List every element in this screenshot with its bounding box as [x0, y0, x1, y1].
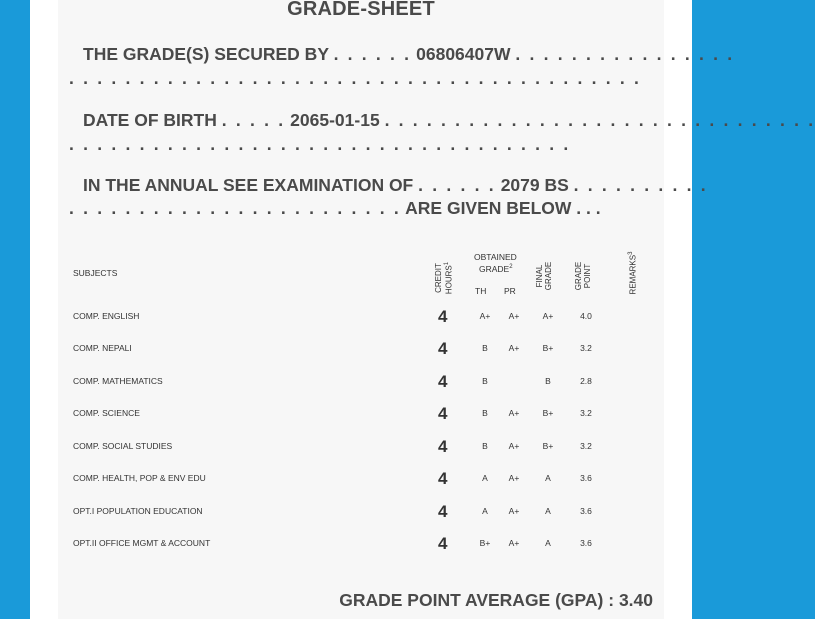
gpa-line [339, 590, 653, 611]
grade-point-header-line2: POINT [583, 263, 592, 289]
pr-header: PR [504, 286, 516, 296]
dot-leader: . . . . . . . . . . [573, 175, 708, 195]
dob-line [83, 110, 815, 131]
dot-leader: . . . . . . . . . . . . . . . . . . . . . . . . . . . . . . . [384, 110, 815, 130]
th-grade: B [482, 408, 488, 418]
final-header-line2: GRADE [544, 261, 553, 291]
subject-name: COMP. ENGLISH [73, 311, 140, 321]
exam-year: 2079 BS [500, 175, 569, 195]
credit-hours: 4 [438, 307, 448, 326]
dot-leader: . . . . . . [333, 44, 412, 64]
pr-grade: A+ [508, 506, 520, 516]
grade-sheet [58, 0, 815, 619]
dob-value: 2065-01-15 [290, 110, 380, 130]
grade-footnote: 2 [509, 264, 513, 271]
page-title: GRADE-SHEET [287, 0, 435, 20]
grade-point-header [574, 251, 592, 301]
remarks-footnote: 3 [628, 251, 634, 255]
table-row [58, 372, 664, 396]
secured-by-line [83, 44, 734, 65]
final-header-line1: FINAL [535, 264, 544, 288]
th-grade: A [482, 473, 488, 483]
grade-point: 4.0 [580, 311, 592, 321]
exam-suffix: ARE GIVEN BELOW . . . [405, 198, 601, 218]
grade-point: 3.6 [580, 538, 592, 548]
credit-hours-header [434, 253, 452, 303]
pr-grade: A+ [508, 343, 520, 353]
subject-name: COMP. SCIENCE [73, 408, 140, 418]
table-row [58, 534, 664, 558]
th-grade: B [482, 343, 488, 353]
subject-name: OPT.II OFFICE MGMT & ACCOUNT [73, 538, 211, 548]
dob-label: DATE OF BIRTH [83, 110, 217, 130]
subject-name: COMP. SOCIAL STUDIES [73, 441, 173, 451]
final-grade: B+ [542, 441, 554, 451]
final-grade: A [545, 506, 551, 516]
final-grade: A+ [542, 311, 554, 321]
secured-by-label: THE GRADE(S) SECURED BY [83, 44, 329, 64]
table-row [58, 307, 664, 331]
remarks-header [627, 243, 637, 303]
pr-grade: A+ [508, 473, 520, 483]
dot-leader: . . . . . . [418, 175, 496, 195]
gpa-label: GRADE POINT AVERAGE (GPA) : [339, 590, 615, 610]
obtained-grade-header-line2 [479, 264, 513, 274]
credit-hours: 4 [438, 502, 448, 521]
grade-point-header-line1: GRADE [574, 261, 583, 291]
student-symbol-number: 06806407W [416, 44, 511, 64]
th-grade: B [482, 441, 488, 451]
credit-hours: 4 [438, 372, 448, 391]
credit-hours: 4 [438, 339, 448, 358]
subject-name: OPT.I POPULATION EDUCATION [73, 506, 203, 516]
credit-hours: 4 [438, 437, 448, 456]
credit-hours: 4 [438, 404, 448, 423]
credit-hours: 4 [438, 469, 448, 488]
final-grade: A [545, 473, 551, 483]
credit-header-line2 [443, 253, 454, 303]
subjects-header: SUBJECTS [73, 268, 118, 278]
table-row [58, 502, 664, 526]
th-header: TH [475, 286, 487, 296]
dot-leader: . . . . . . . . . . . . . . . . . . . . . . . . . . . . . . . . . . . . . . . . . [69, 68, 642, 88]
credit-hours: 4 [438, 534, 448, 553]
dot-continuation [69, 68, 641, 89]
pr-grade: A+ [508, 408, 520, 418]
table-row [58, 404, 664, 428]
grade-point: 3.2 [580, 343, 592, 353]
pr-grade: A+ [508, 538, 520, 548]
final-grade: B+ [542, 408, 554, 418]
pr-grade: A+ [508, 311, 520, 321]
final-grade: B [545, 376, 551, 386]
exam-label: IN THE ANNUAL SEE EXAMINATION OF [83, 175, 414, 195]
final-grade: B+ [542, 343, 554, 353]
hours-header-text: HOURS [444, 265, 454, 295]
pr-grade: A+ [508, 441, 520, 451]
grade-header-text: GRADE [479, 264, 510, 274]
grade-point: 2.8 [580, 376, 592, 386]
gpa-value: 3.40 [618, 590, 653, 610]
table-row [58, 437, 664, 461]
table-row [58, 339, 664, 363]
table-row [58, 469, 664, 493]
grade-point: 3.2 [580, 408, 592, 418]
grade-point: 3.6 [580, 506, 592, 516]
th-grade: A+ [479, 311, 491, 321]
exam-line [83, 175, 708, 196]
exam-line-continuation [69, 198, 601, 219]
dot-leader: . . . . . . . . . . . . . . . . . . . . . . . . [69, 198, 401, 218]
remarks-header-text: REMARKS [628, 254, 638, 295]
dot-leader: . . . . . . . . . . . . . . . . . . . . . . . . . . . . . . . . . . . . [69, 134, 571, 154]
final-grade: A [545, 538, 551, 548]
th-grade: B [482, 376, 488, 386]
obtained-grade-header: OBTAINED [474, 252, 517, 262]
subject-name: COMP. NEPALI [73, 343, 132, 353]
dot-continuation [69, 134, 570, 155]
grade-point: 3.6 [580, 473, 592, 483]
hours-footnote: 1 [444, 261, 450, 266]
final-grade-header [535, 251, 553, 301]
dot-leader: . . . . . . . . . . . . . . . . [515, 44, 735, 64]
dot-leader: . . . . . [221, 110, 286, 130]
grade-point: 3.2 [580, 441, 592, 451]
th-grade: B+ [479, 538, 491, 548]
credit-header-line1: CREDIT [434, 263, 443, 293]
th-grade: A [482, 506, 488, 516]
subject-name: COMP. MATHEMATICS [73, 376, 163, 386]
subject-name: COMP. HEALTH, POP & ENV EDU [73, 473, 206, 483]
